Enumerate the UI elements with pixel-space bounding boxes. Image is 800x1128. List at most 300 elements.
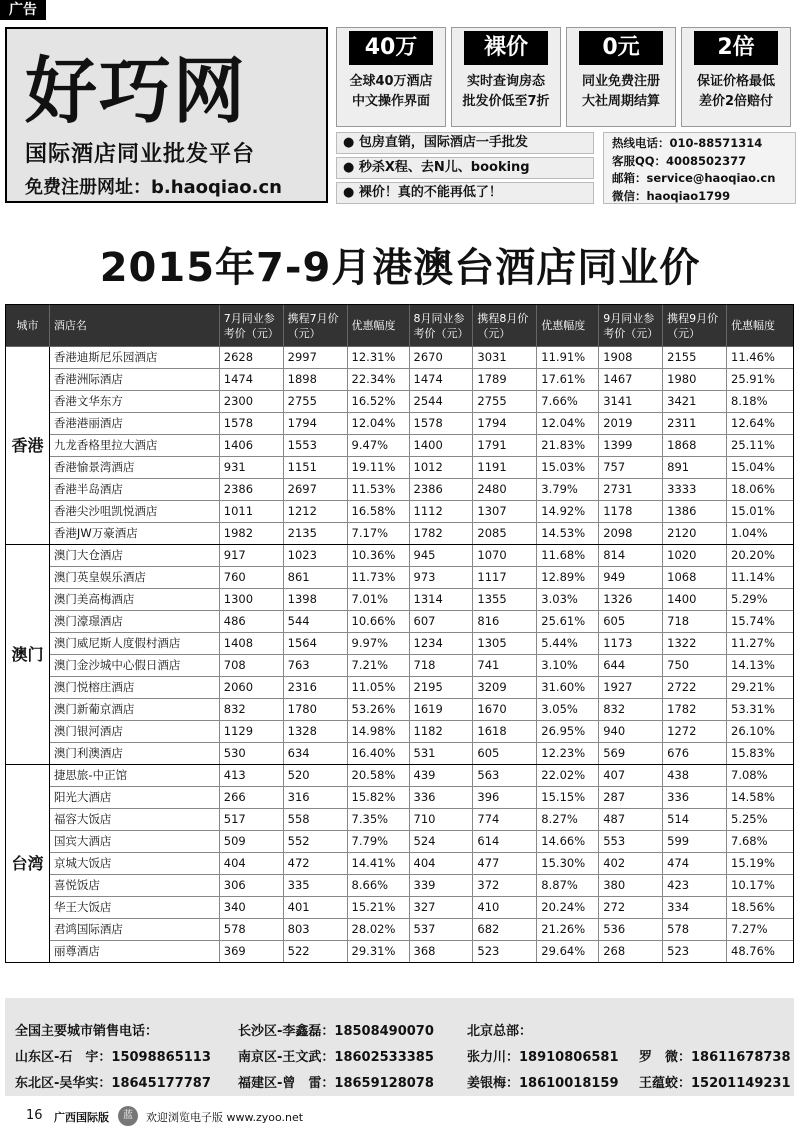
price-cell: 29.31%: [347, 941, 409, 963]
register-url[interactable]: 免费注册网址：b.haoqiao.cn: [25, 177, 282, 198]
table-row: [6, 699, 794, 721]
price-cell: 1474: [219, 369, 283, 391]
price-cell: 1173: [599, 633, 663, 655]
price-cell: 336: [409, 787, 473, 809]
price-cell: 741: [473, 655, 537, 677]
price-cell: 1328: [283, 721, 347, 743]
price-cell: 1578: [409, 413, 473, 435]
price-cell: 520: [283, 765, 347, 787]
price-cell: 973: [409, 567, 473, 589]
price-cell: 1980: [663, 369, 727, 391]
column-header: 城市: [6, 305, 50, 347]
price-cell: 7.35%: [347, 809, 409, 831]
price-cell: 1794: [473, 413, 537, 435]
hotel-name-cell: 福容大饭店: [49, 809, 219, 831]
price-cell: 1927: [599, 677, 663, 699]
price-cell: 861: [283, 567, 347, 589]
table-row: [6, 347, 794, 369]
price-cell: 760: [219, 567, 283, 589]
price-cell: 750: [663, 655, 727, 677]
price-cell: 19.11%: [347, 457, 409, 479]
price-cell: 1789: [473, 369, 537, 391]
price-cell: 2480: [473, 479, 537, 501]
city-cell: 台湾: [6, 765, 50, 963]
price-cell: 1908: [599, 347, 663, 369]
price-cell: 15.82%: [347, 787, 409, 809]
contact-heading: 北京总部：: [467, 1024, 533, 1039]
price-cell: 523: [473, 941, 537, 963]
hotel-name-cell: 澳门美高梅酒店: [49, 589, 219, 611]
price-cell: 53.31%: [727, 699, 794, 721]
price-cell: 407: [599, 765, 663, 787]
price-cell: 2019: [599, 413, 663, 435]
price-cell: 15.04%: [727, 457, 794, 479]
price-cell: 2731: [599, 479, 663, 501]
price-cell: 336: [663, 787, 727, 809]
table-row: [6, 919, 794, 941]
price-cell: 1398: [283, 589, 347, 611]
feature-text: 实时查询房态 批发价低至7折: [462, 74, 550, 109]
table-row: [6, 391, 794, 413]
price-cell: 708: [219, 655, 283, 677]
hotline: 热线电话：010-88571314: [612, 136, 763, 150]
price-cell: 1578: [219, 413, 283, 435]
price-cell: 25.91%: [727, 369, 794, 391]
price-cell: 438: [663, 765, 727, 787]
price-cell: 10.36%: [347, 545, 409, 567]
table-row: [6, 941, 794, 963]
price-cell: 7.08%: [727, 765, 794, 787]
hotel-name-cell: 澳门濠璟酒店: [49, 611, 219, 633]
price-cell: 634: [283, 743, 347, 765]
website-link[interactable]: 欢迎浏览电子版 www.zyoo.net: [146, 1111, 304, 1124]
table-row: [6, 457, 794, 479]
hotel-name-cell: 澳门新葡京酒店: [49, 699, 219, 721]
price-cell: 2300: [219, 391, 283, 413]
price-cell: 1307: [473, 501, 537, 523]
price-cell: 940: [599, 721, 663, 743]
price-cell: 1619: [409, 699, 473, 721]
price-cell: 477: [473, 853, 537, 875]
price-cell: 816: [473, 611, 537, 633]
price-cell: 2997: [283, 347, 347, 369]
logo-subtitle: 国际酒店同业批发平台: [25, 142, 256, 167]
contact-line: 长沙区-李鑫磊：18508490070: [238, 1024, 434, 1039]
price-cell: 1386: [663, 501, 727, 523]
price-cell: 266: [219, 787, 283, 809]
hotel-name-cell: 香港港丽酒店: [49, 413, 219, 435]
price-cell: 14.66%: [537, 831, 599, 853]
price-cell: 514: [663, 809, 727, 831]
contact-line: 张力川：18910806581: [467, 1050, 619, 1065]
price-cell: 396: [473, 787, 537, 809]
price-cell: 15.03%: [537, 457, 599, 479]
price-cell: 558: [283, 809, 347, 831]
price-cell: 339: [409, 875, 473, 897]
table-row: [6, 743, 794, 765]
contact-line: 王蕴蛟：15201149231: [639, 1076, 791, 1091]
price-cell: 15.01%: [727, 501, 794, 523]
column-header: 携程8月价（元）: [473, 305, 537, 347]
table-body: [6, 347, 794, 963]
price-cell: 15.15%: [537, 787, 599, 809]
price-cell: 487: [599, 809, 663, 831]
price-cell: 509: [219, 831, 283, 853]
price-cell: 1129: [219, 721, 283, 743]
price-cell: 531: [409, 743, 473, 765]
price-cell: 11.27%: [727, 633, 794, 655]
column-header: 优惠幅度: [347, 305, 409, 347]
price-cell: 316: [283, 787, 347, 809]
feature-text: 保证价格最低 差价2倍赔付: [696, 74, 775, 109]
table-row: [6, 523, 794, 545]
table-row: [6, 853, 794, 875]
price-cell: 1212: [283, 501, 347, 523]
price-cell: 472: [283, 853, 347, 875]
table-row: [6, 809, 794, 831]
feature-text: 同业免费注册 大社周期结算: [581, 74, 660, 109]
price-cell: 563: [473, 765, 537, 787]
price-cell: 1023: [283, 545, 347, 567]
price-cell: 1400: [409, 435, 473, 457]
hotel-name-cell: 澳门大仓酒店: [49, 545, 219, 567]
price-cell: 1564: [283, 633, 347, 655]
price-cell: 26.95%: [537, 721, 599, 743]
price-cell: 3.10%: [537, 655, 599, 677]
price-cell: 891: [663, 457, 727, 479]
price-cell: 3.05%: [537, 699, 599, 721]
logo-box: [5, 27, 328, 203]
table-row: [6, 677, 794, 699]
price-cell: 11.14%: [727, 567, 794, 589]
price-cell: 22.02%: [537, 765, 599, 787]
column-header: 酒店名: [49, 305, 219, 347]
price-cell: 8.27%: [537, 809, 599, 831]
page-footer: [0, 1104, 800, 1128]
price-cell: 1300: [219, 589, 283, 611]
price-cell: 2135: [283, 523, 347, 545]
price-cell: 11.68%: [537, 545, 599, 567]
feature-badge: 裸价: [464, 31, 548, 65]
price-cell: 1151: [283, 457, 347, 479]
price-cell: 1474: [409, 369, 473, 391]
price-cell: 7.79%: [347, 831, 409, 853]
hotel-name-cell: 阳光大酒店: [49, 787, 219, 809]
contact-line: 山东区-石 宇：15098865113: [15, 1050, 211, 1065]
price-cell: 48.76%: [727, 941, 794, 963]
price-cell: 369: [219, 941, 283, 963]
price-cell: 517: [219, 809, 283, 831]
table-row: [6, 589, 794, 611]
price-cell: 334: [663, 897, 727, 919]
price-cell: 1112: [409, 501, 473, 523]
price-cell: 14.92%: [537, 501, 599, 523]
contact-line: 福建区-曾 雷：18659128078: [238, 1076, 434, 1091]
feature-badge: 40万: [349, 31, 433, 65]
price-cell: 832: [219, 699, 283, 721]
price-cell: 1406: [219, 435, 283, 457]
price-cell: 1399: [599, 435, 663, 457]
price-cell: 2195: [409, 677, 473, 699]
price-cell: 14.53%: [537, 523, 599, 545]
contact-line: 南京区-王文武：18602533385: [238, 1050, 434, 1065]
table-row: [6, 831, 794, 853]
hotel-name-cell: 澳门银河酒店: [49, 721, 219, 743]
price-cell: 7.68%: [727, 831, 794, 853]
price-cell: 423: [663, 875, 727, 897]
price-cell: 945: [409, 545, 473, 567]
price-cell: 917: [219, 545, 283, 567]
price-cell: 327: [409, 897, 473, 919]
price-cell: 12.04%: [347, 413, 409, 435]
feature-badge: 0元: [579, 31, 663, 65]
price-cell: 1305: [473, 633, 537, 655]
price-cell: 7.66%: [537, 391, 599, 413]
price-cell: 2386: [409, 479, 473, 501]
contact-line: 罗 微：18611678738: [639, 1050, 791, 1065]
price-cell: 15.30%: [537, 853, 599, 875]
price-cell: 268: [599, 941, 663, 963]
price-cell: 1326: [599, 589, 663, 611]
bullet-item: ● 包房直销，国际酒店一手批发: [336, 132, 594, 154]
price-cell: 1898: [283, 369, 347, 391]
price-cell: 287: [599, 787, 663, 809]
price-cell: 404: [409, 853, 473, 875]
price-cell: 607: [409, 611, 473, 633]
hotel-name-cell: 香港文华东方: [49, 391, 219, 413]
hotel-name-cell: 香港尖沙咀凯悦酒店: [49, 501, 219, 523]
table-row: [6, 501, 794, 523]
price-cell: 1272: [663, 721, 727, 743]
price-cell: 2697: [283, 479, 347, 501]
price-cell: 1782: [663, 699, 727, 721]
price-cell: 10.17%: [727, 875, 794, 897]
price-cell: 16.52%: [347, 391, 409, 413]
price-cell: 2544: [409, 391, 473, 413]
wechat: 微信：haoqiao1799: [612, 188, 731, 203]
price-cell: 26.10%: [727, 721, 794, 743]
price-cell: 1182: [409, 721, 473, 743]
table-header: [6, 305, 794, 347]
price-cell: 17.61%: [537, 369, 599, 391]
price-cell: 1868: [663, 435, 727, 457]
email[interactable]: 邮箱：service@haoqiao.cn: [612, 171, 776, 185]
price-cell: 2670: [409, 347, 473, 369]
price-cell: 11.05%: [347, 677, 409, 699]
price-cell: 5.25%: [727, 809, 794, 831]
price-cell: 14.98%: [347, 721, 409, 743]
logo-title: 好巧网: [25, 49, 248, 133]
hotel-name-cell: 香港愉景湾酒店: [49, 457, 219, 479]
price-cell: 774: [473, 809, 537, 831]
price-cell: 372: [473, 875, 537, 897]
price-cell: 15.74%: [727, 611, 794, 633]
price-cell: 605: [473, 743, 537, 765]
price-cell: 2316: [283, 677, 347, 699]
price-cell: 552: [283, 831, 347, 853]
hotel-name-cell: 香港迪斯尼乐园酒店: [49, 347, 219, 369]
table-row: [6, 897, 794, 919]
price-cell: 2085: [473, 523, 537, 545]
price-cell: 10.66%: [347, 611, 409, 633]
page-number: 16: [26, 1108, 43, 1123]
bullet-list: [336, 132, 594, 207]
price-cell: 12.64%: [727, 413, 794, 435]
hotel-name-cell: 九龙香格里拉大酒店: [49, 435, 219, 457]
contact-line: 东北区-吴华实：18645177787: [15, 1076, 211, 1091]
price-cell: 3141: [599, 391, 663, 413]
price-cell: 3333: [663, 479, 727, 501]
city-cell: 澳门: [6, 545, 50, 765]
table-row: [6, 567, 794, 589]
price-cell: 8.66%: [347, 875, 409, 897]
price-cell: 9.97%: [347, 633, 409, 655]
edition-name: 广西国际版: [54, 1111, 109, 1124]
price-cell: 553: [599, 831, 663, 853]
feature-box: [336, 27, 446, 127]
price-cell: 368: [409, 941, 473, 963]
contact-heading: 全国主要城市销售电话：: [15, 1024, 159, 1039]
price-cell: 28.02%: [347, 919, 409, 941]
hotel-name-cell: 澳门金沙城中心假日酒店: [49, 655, 219, 677]
price-cell: 605: [599, 611, 663, 633]
price-cell: 3.03%: [537, 589, 599, 611]
price-cell: 522: [283, 941, 347, 963]
price-cell: 413: [219, 765, 283, 787]
price-cell: 1.04%: [727, 523, 794, 545]
hotel-name-cell: 国宾大酒店: [49, 831, 219, 853]
table-row: [6, 787, 794, 809]
price-cell: 2722: [663, 677, 727, 699]
table-row: [6, 611, 794, 633]
price-cell: 718: [409, 655, 473, 677]
table-row: [6, 479, 794, 501]
price-cell: 2628: [219, 347, 283, 369]
price-cell: 335: [283, 875, 347, 897]
price-cell: 12.04%: [537, 413, 599, 435]
price-cell: 1408: [219, 633, 283, 655]
price-cell: 931: [219, 457, 283, 479]
price-cell: 14.13%: [727, 655, 794, 677]
price-cell: 474: [663, 853, 727, 875]
price-cell: 523: [663, 941, 727, 963]
price-cell: 29.64%: [537, 941, 599, 963]
price-cell: 1068: [663, 567, 727, 589]
price-cell: 20.58%: [347, 765, 409, 787]
price-cell: 53.26%: [347, 699, 409, 721]
price-cell: 12.23%: [537, 743, 599, 765]
price-cell: 12.31%: [347, 347, 409, 369]
price-cell: 763: [283, 655, 347, 677]
price-cell: 1794: [283, 413, 347, 435]
price-cell: 1780: [283, 699, 347, 721]
column-header: 携程9月价（元）: [663, 305, 727, 347]
price-cell: 1782: [409, 523, 473, 545]
hotel-name-cell: 君鸿国际酒店: [49, 919, 219, 941]
price-cell: 14.58%: [727, 787, 794, 809]
contact-box: [603, 132, 796, 204]
price-cell: 644: [599, 655, 663, 677]
feature-badge: 2倍: [694, 31, 778, 65]
bullet-item: ● 裸价！真的不能再低了！: [336, 182, 594, 204]
price-cell: 1322: [663, 633, 727, 655]
price-cell: 20.24%: [537, 897, 599, 919]
price-cell: 1314: [409, 589, 473, 611]
price-cell: 7.21%: [347, 655, 409, 677]
price-cell: 814: [599, 545, 663, 567]
price-cell: 1553: [283, 435, 347, 457]
ad-tag: 广告: [0, 0, 46, 20]
price-cell: 1355: [473, 589, 537, 611]
hotel-name-cell: 香港半岛酒店: [49, 479, 219, 501]
hotel-name-cell: 澳门威尼斯人度假村酒店: [49, 633, 219, 655]
price-cell: 2386: [219, 479, 283, 501]
price-cell: 2155: [663, 347, 727, 369]
price-cell: 1178: [599, 501, 663, 523]
contact-line: 姜银梅：18610018159: [467, 1076, 619, 1091]
column-header: 9月同业参考价（元）: [599, 305, 663, 347]
price-cell: 676: [663, 743, 727, 765]
price-cell: 2755: [283, 391, 347, 413]
table-row: [6, 633, 794, 655]
price-cell: 410: [473, 897, 537, 919]
price-cell: 8.87%: [537, 875, 599, 897]
price-cell: 29.21%: [727, 677, 794, 699]
price-cell: 1070: [473, 545, 537, 567]
price-cell: 11.91%: [537, 347, 599, 369]
price-cell: 439: [409, 765, 473, 787]
price-cell: 31.60%: [537, 677, 599, 699]
column-header: 优惠幅度: [727, 305, 794, 347]
price-cell: 614: [473, 831, 537, 853]
brand-mark-icon: 蓝: [118, 1106, 138, 1126]
price-cell: 1020: [663, 545, 727, 567]
price-cell: 15.83%: [727, 743, 794, 765]
price-cell: 2098: [599, 523, 663, 545]
column-header: 携程7月价（元）: [283, 305, 347, 347]
hotel-name-cell: 澳门利澳酒店: [49, 743, 219, 765]
price-cell: 21.83%: [537, 435, 599, 457]
price-cell: 18.06%: [727, 479, 794, 501]
city-cell: 香港: [6, 347, 50, 545]
price-cell: 15.21%: [347, 897, 409, 919]
price-cell: 272: [599, 897, 663, 919]
price-cell: 1234: [409, 633, 473, 655]
feature-box: [681, 27, 791, 127]
price-cell: 757: [599, 457, 663, 479]
hotel-name-cell: 香港JW万豪酒店: [49, 523, 219, 545]
feature-box: [451, 27, 561, 127]
price-cell: 16.58%: [347, 501, 409, 523]
price-cell: 599: [663, 831, 727, 853]
feature-text: 全球40万酒店 中文操作界面: [349, 74, 433, 109]
price-cell: 530: [219, 743, 283, 765]
table-row: [6, 765, 794, 787]
price-cell: 21.26%: [537, 919, 599, 941]
sales-contacts: [5, 998, 794, 1096]
price-cell: 536: [599, 919, 663, 941]
hotel-name-cell: 澳门英皇娱乐酒店: [49, 567, 219, 589]
table-row: [6, 721, 794, 743]
price-cell: 832: [599, 699, 663, 721]
price-cell: 1011: [219, 501, 283, 523]
column-header: 8月同业参考价（元）: [409, 305, 473, 347]
price-cell: 3031: [473, 347, 537, 369]
price-cell: 404: [219, 853, 283, 875]
price-cell: 5.29%: [727, 589, 794, 611]
feature-box: [566, 27, 676, 127]
column-header: 7月同业参考价（元）: [219, 305, 283, 347]
